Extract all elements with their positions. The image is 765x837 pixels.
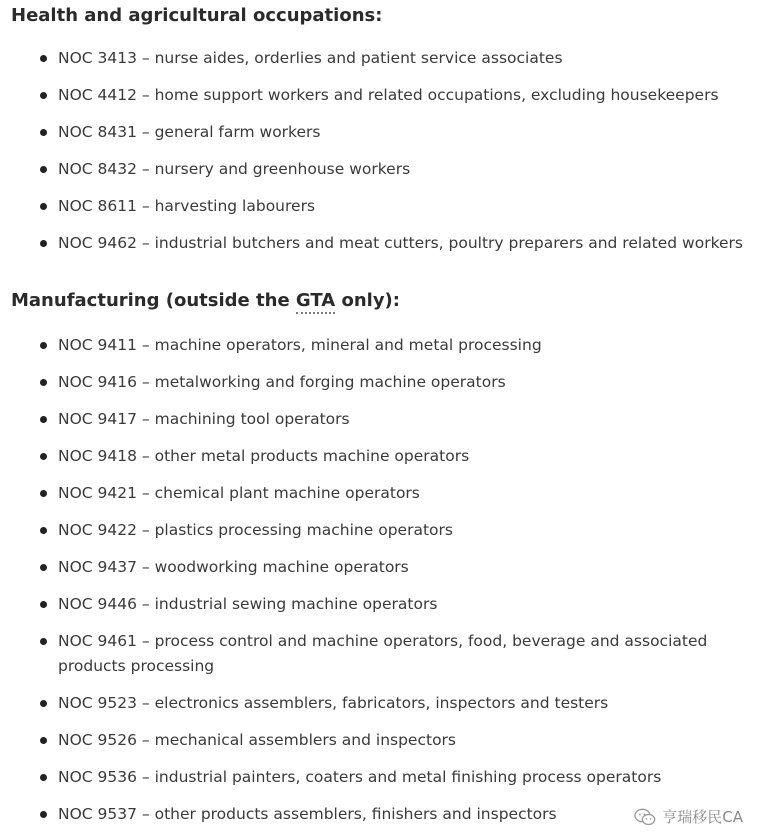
list-item-text: NOC 3413 – nurse aides, orderlies and patient service associates (58, 49, 563, 67)
bullet-icon (40, 601, 47, 608)
list-item-text: NOC 9411 – machine operators, mineral and metal processing (58, 336, 542, 354)
bullet-icon (40, 490, 47, 497)
list-item-text: NOC 9536 – industrial painters, coaters and metal finishing process operators (58, 768, 662, 786)
section-heading (11, 5, 382, 26)
bullet-icon (40, 453, 47, 460)
gta-abbreviation[interactable]: GTA (296, 290, 335, 314)
bullet-icon (40, 166, 47, 173)
heading-text: Health and agricultural occupations: (11, 5, 383, 26)
heading-text: Manufacturing (outside the (11, 290, 296, 311)
list-item-text: NOC 8611 – harvesting labourers (58, 197, 316, 215)
list-item-text: NOC 9462 – industrial butchers and meat cutters, poultry preparers and related workers (58, 234, 743, 252)
list-item-text: NOC 9418 – other metal products machine operators (58, 447, 470, 465)
bullet-icon (40, 638, 47, 645)
list-item-text: NOC 9416 – metalworking and forging machine operators (58, 373, 506, 391)
heading-suffix: only): (335, 290, 400, 311)
bullet-icon (40, 92, 47, 99)
bullet-icon (40, 55, 47, 62)
list-item-text: NOC 8431 – general farm workers (58, 123, 321, 141)
bullet-icon (40, 416, 47, 423)
watermark-text: 亨瑞移民CA (662, 808, 743, 826)
list-item-text: NOC 4412 – home support workers and related occupations, excluding housekeepers (58, 86, 719, 104)
list-item-text: NOC 9421 – chemical plant machine operators (58, 484, 420, 502)
list-item-text: NOC 9526 – mechanical assemblers and inspectors (58, 731, 456, 749)
list-item-text: NOC 8432 – nursery and greenhouse workers (58, 160, 411, 178)
wechat-icon (634, 808, 656, 826)
list-item-text: NOC 9417 – machining tool operators (58, 410, 350, 428)
bullet-icon (40, 737, 47, 744)
bullet-icon (40, 129, 47, 136)
bullet-icon (40, 379, 47, 386)
bullet-icon (40, 240, 47, 247)
bullet-icon (40, 203, 47, 210)
list-item-text: NOC 9537 – other products assemblers, finishers and inspectors (58, 805, 557, 823)
bullet-icon (40, 564, 47, 571)
list-item-text: NOC 9446 – industrial sewing machine operators (58, 595, 438, 613)
list-item-text: NOC 9437 – woodworking machine operators (58, 558, 409, 576)
bullet-icon (40, 527, 47, 534)
section-heading (11, 290, 400, 311)
bullet-icon (40, 342, 47, 349)
bullet-icon (40, 811, 47, 818)
bullet-icon (40, 774, 47, 781)
list-item-text: NOC 9523 – electronics assemblers, fabricators, inspectors and testers (58, 694, 609, 712)
bullet-icon (40, 700, 47, 707)
list-item-text: NOC 9461 – process control and machine operators, food, beverage and associated products processing (58, 632, 708, 675)
watermark (634, 806, 743, 827)
list-item-text: NOC 9422 – plastics processing machine operators (58, 521, 453, 539)
